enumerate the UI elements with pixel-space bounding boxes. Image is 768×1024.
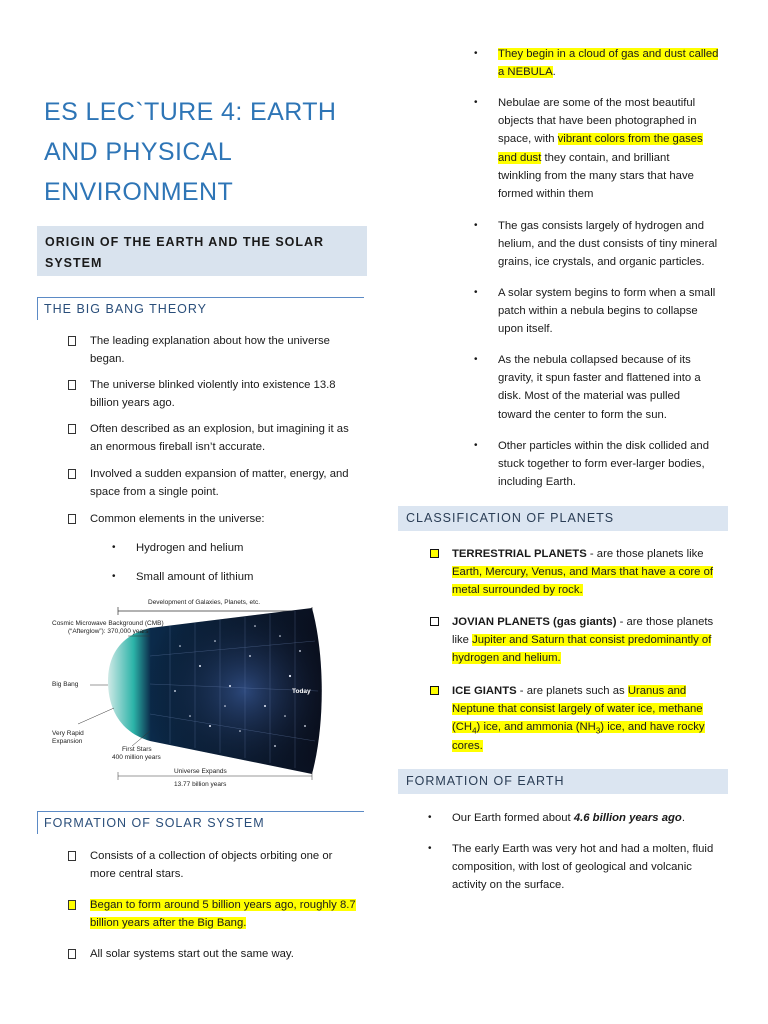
checkbox-icon xyxy=(68,847,76,867)
list-item xyxy=(430,682,715,755)
figure-label-expands: Universe Expands xyxy=(174,768,227,775)
planet-type-label: JOVIAN PLANETS (gas giants) xyxy=(452,616,617,628)
planet-type-label: ICE GIANTS xyxy=(452,685,517,697)
figure-label-rapid-1: Very Rapid xyxy=(52,730,84,737)
figure-label-big-bang: Big Bang xyxy=(52,681,79,688)
list-item-text: Small amount of lithium xyxy=(136,571,254,583)
list-item xyxy=(430,545,725,600)
list-item-text: Hydrogen and helium xyxy=(136,542,244,554)
list-item-text: The leading explanation about how the universe began. xyxy=(90,335,330,366)
title-line-1: ES LEC`TURE 4: EARTH xyxy=(44,98,337,126)
text-a: - are those planets like xyxy=(452,616,714,647)
list-item xyxy=(68,465,363,501)
list-item xyxy=(68,847,348,883)
list-item-text: The universe blinked violently into existence 13.8 billion years ago. xyxy=(90,379,336,410)
list-item-text xyxy=(452,809,713,827)
list-item xyxy=(112,539,342,557)
bullet-icon: • xyxy=(112,571,116,582)
text-a: - are planets such as xyxy=(516,685,628,697)
figure-label-today: Today xyxy=(292,688,311,695)
figure-label-first-stars-2: 400 million years xyxy=(112,754,161,761)
planets-heading-text: CLASSIFICATION OF PLANETS xyxy=(406,511,615,525)
list-item xyxy=(474,45,724,81)
bullet-icon: • xyxy=(474,287,478,298)
section-heading-earth xyxy=(398,769,728,794)
list-item-text: Often described as an explosion, but imagining it as an enormous fireball isn’t accurate. xyxy=(90,423,349,454)
checkbox-icon xyxy=(68,332,76,352)
section-heading-origin-text: ORIGIN OF THE EARTH AND THE SOLAR SYSTEM xyxy=(45,235,325,270)
list-item-text xyxy=(498,94,714,203)
list-item-text xyxy=(452,613,715,668)
list-item-text: The early Earth was very hot and had a molten, fluid composition, with lost of geological and volcanic activity on the surface. xyxy=(452,843,714,892)
earth-heading-text: FORMATION OF EARTH xyxy=(406,774,565,788)
highlighted-text: Jupiter and Saturn that consist predominantly of hydrogen and helium. xyxy=(452,634,712,665)
title-line-2: AND PHYSICAL xyxy=(44,138,233,166)
text-a: Nebulae are some of the most beautiful objects that have been photographed in space, with xyxy=(498,97,697,146)
text-a: - are those planets like xyxy=(586,548,704,560)
list-item xyxy=(474,284,724,339)
document-title xyxy=(44,92,364,212)
list-item-text xyxy=(498,45,724,81)
figure-label-cmb-1: Cosmic Microwave Background (CMB) xyxy=(52,620,164,627)
bullet-icon: • xyxy=(474,440,478,451)
universe-timeline-figure xyxy=(50,596,365,796)
list-item xyxy=(68,376,353,412)
highlighted-text-3: ) ice, and have rocky cores. xyxy=(452,721,705,752)
figure-label-first-stars-1: First Stars xyxy=(122,746,152,753)
big-bang-heading-text: THE BIG BANG THEORY xyxy=(44,302,208,316)
highlighted-text: They begin in a cloud of gas and dust called a NEBULA xyxy=(498,48,719,79)
figure-label-rapid-2: Expansion xyxy=(52,738,83,745)
list-item xyxy=(474,437,724,492)
planet-type-label: TERRESTRIAL PLANETS xyxy=(452,548,587,560)
list-item xyxy=(68,332,353,368)
section-heading-planets xyxy=(398,506,728,531)
list-item-text: A solar system begins to form when a small patch within a nebula begins to collapse upon itself. xyxy=(498,287,716,336)
checkbox-icon xyxy=(68,420,76,440)
subscript: 3 xyxy=(595,726,601,736)
checkbox-icon xyxy=(430,545,439,564)
bullet-icon: • xyxy=(474,354,478,365)
list-item xyxy=(474,351,714,424)
section-heading-big-bang xyxy=(37,297,364,320)
title-line-3: ENVIRONMENT xyxy=(44,178,234,206)
list-item-text: The gas consists largely of hydrogen and helium, and the dust consists of tiny mineral grains, ice crystals, and organic particles. xyxy=(498,220,718,269)
highlighted-text: Began to form around 5 billion years ago, roughly 8.7 billion years after the Big Bang. xyxy=(90,899,356,930)
list-item xyxy=(430,613,715,668)
checkbox-icon xyxy=(430,682,439,701)
bullet-icon: • xyxy=(474,97,478,108)
section-heading-solar-system xyxy=(37,811,364,834)
checkbox-icon xyxy=(68,510,76,530)
bullet-icon: • xyxy=(428,843,432,854)
list-item xyxy=(68,945,353,963)
list-item-text xyxy=(452,545,725,600)
section-heading-origin xyxy=(37,226,367,276)
list-item-text: All solar systems start out the same way. xyxy=(90,948,294,960)
list-item-text xyxy=(452,682,715,755)
checkbox-icon xyxy=(430,613,439,632)
text-b: they contain, and brilliant twinkling from the many stars that have formed within them xyxy=(498,151,694,201)
list-item xyxy=(68,510,353,528)
checkbox-icon xyxy=(68,945,76,965)
list-item-text: Common elements in the universe: xyxy=(90,513,265,525)
list-item xyxy=(428,809,713,827)
list-item xyxy=(68,896,363,932)
list-item-text xyxy=(90,896,363,932)
highlighted-text-2: ) ice, and ammonia (NH xyxy=(476,721,596,734)
text-end: . xyxy=(552,66,556,79)
list-item xyxy=(428,840,723,895)
figure-label-cmb-2: (“Afterglow”): 370,000 years xyxy=(68,628,149,635)
list-item xyxy=(112,568,342,586)
highlighted-text-1: Uranus and Neptune that consist largely of water ice, methane (CH xyxy=(452,685,703,734)
solar-system-heading-text: FORMATION OF SOLAR SYSTEM xyxy=(44,816,265,830)
list-item xyxy=(474,94,714,203)
list-item-text: Consists of a collection of objects orbiting one or more central stars. xyxy=(90,850,333,881)
checkbox-icon xyxy=(68,465,76,485)
bullet-icon: • xyxy=(112,542,116,553)
checkbox-icon xyxy=(68,896,76,916)
checkbox-icon xyxy=(68,376,76,396)
text-end: . xyxy=(681,812,685,824)
emphasized-text: 4.6 billion years ago xyxy=(573,812,682,824)
list-item xyxy=(474,217,726,272)
list-item-text: As the nebula collapsed because of its gravity, it spun faster and flattened into a disk. Most of the material was pulled toward the center to form the sun. xyxy=(498,354,701,421)
bullet-icon: • xyxy=(474,48,478,59)
highlighted-text: Earth, Mercury, Venus, and Mars that have a core of metal surrounded by rock. xyxy=(452,566,714,597)
figure-label-age: 13.77 billion years xyxy=(174,781,227,788)
figure-label-top: Development of Galaxies, Planets, etc. xyxy=(148,599,261,606)
list-item xyxy=(68,420,358,456)
text-a: Our Earth formed about xyxy=(452,812,574,824)
bullet-icon: • xyxy=(474,220,478,231)
list-item-text: Other particles within the disk collided and stuck together to form ever-larger bodies, including Earth. xyxy=(498,440,709,489)
highlighted-text: vibrant colors from the gases and dust xyxy=(498,133,703,164)
list-item-text: Involved a sudden expansion of matter, energy, and space from a single point. xyxy=(90,468,349,499)
bullet-icon: • xyxy=(428,812,432,823)
subscript: 4 xyxy=(472,726,477,736)
